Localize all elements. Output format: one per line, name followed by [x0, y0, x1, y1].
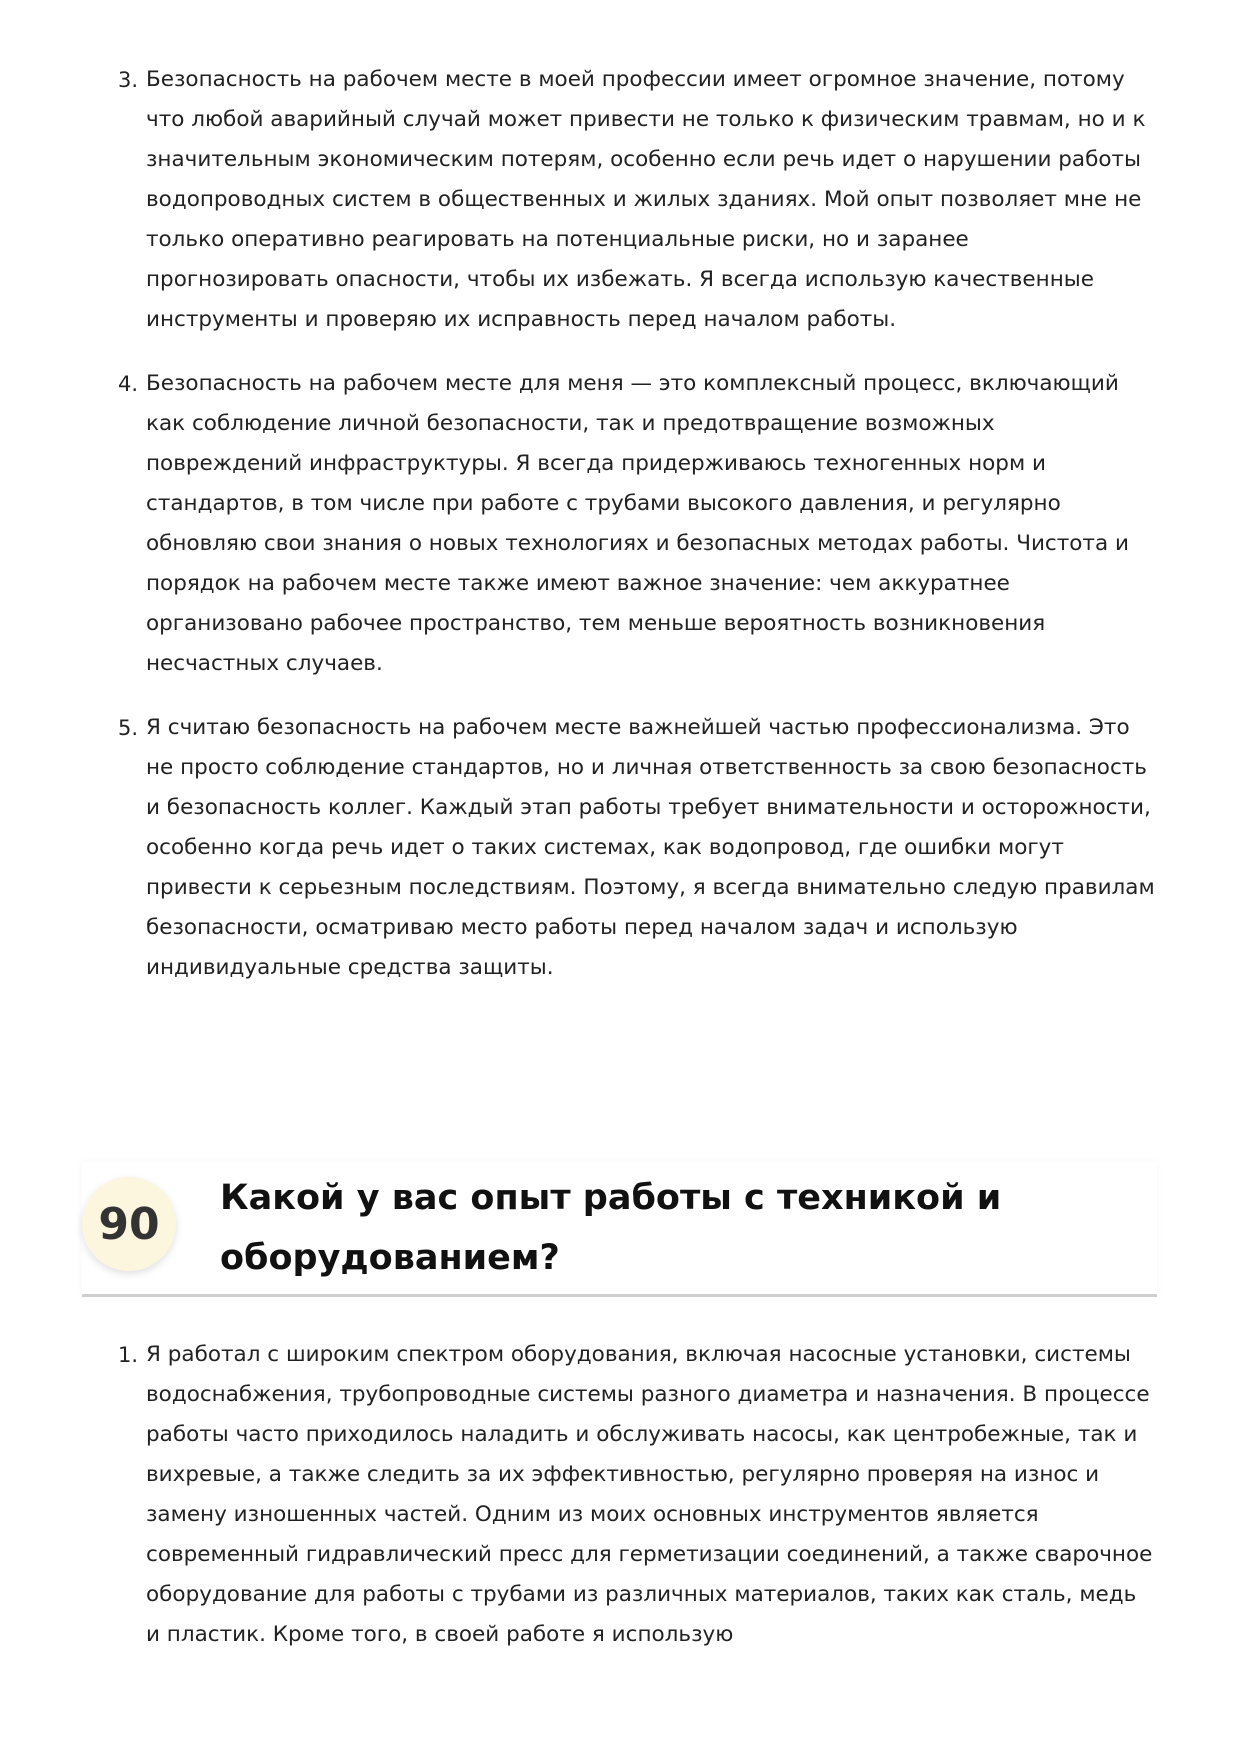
list-item-text: Я считаю безопасность на рабочем месте важнейшей частью профессионализма. Это не просто соблюдение стандартов, но и личная ответственность за свою безопасность и безопасность коллег. Каждый этап работы требует внимательности и осторожности, особенно когда речь идет о таких системах, как водопровод, где ошибки могут привести к серьезным последствиям. Поэтому, я всегда внимательно следую правилам безопасности, осматриваю место работы перед началом задач и использую индивидуальные средства защиты.	[146, 715, 1155, 980]
list-item-text: Безопасность на рабочем месте в моей профессии имеет огромное значение, потому что любой аварийный случай может привести не только к физическим травмам, но и к значительным экономическим потерям, особенно если речь идет о нарушении работы водопроводных систем в общественных и жилых зданиях. Мой опыт позволяет мне не только оперативно реагировать на потенциальные риски, но и заранее прогнозировать опасности, чтобы их избежать. Я всегда использую качественные инструменты и проверяю их исправность перед началом работы.	[146, 67, 1146, 332]
list-item	[0, 1335, 1239, 1655]
current-answers-list	[0, 1335, 1239, 1655]
list-item-text: Я работал с широким спектром оборудования, включая насосные установки, системы водоснабжения, трубопроводные системы разного диаметра и назначения. В процессе работы часто приходилось наладить и обслуживать насосы, как центробежные, так и вихревые, а также следить за их эффективностью, регулярно проверяя на износ и замену изношенных частей. Одним из моих основных инструментов является современный гидравлический пресс для герметизации соединений, а также сварочное оборудование для работы с трубами из различных материалов, таких как сталь, медь и пластик. Кроме того, в своей работе я использую	[146, 1342, 1153, 1647]
previous-answers-list	[0, 60, 1239, 988]
list-item	[0, 364, 1239, 684]
list-item-number: 5.	[118, 716, 139, 740]
list-item-number: 1.	[118, 1343, 139, 1367]
question-divider	[82, 1294, 1157, 1297]
list-item-number: 3.	[118, 68, 139, 92]
list-item-number: 4.	[118, 372, 139, 396]
list-item	[0, 60, 1239, 340]
question-number-badge: 90	[82, 1177, 176, 1271]
list-item-text: Безопасность на рабочем месте для меня — это комплексный процесс, включающий как соблюдение личной безопасности, так и предотвращение возможных повреждений инфраструктуры. Я всегда придерживаюсь техногенных норм и стандартов, в том числе при работе с трубами высокого давления, и регулярно обновляю свои знания о новых технологиях и безопасных методах работы. Чистота и порядок на рабочем месте также имеют важное значение: чем аккуратнее организовано рабочее пространство, тем меньше вероятность возникновения несчастных случаев.	[146, 371, 1129, 676]
question-title: Какой у вас опыт работы с техникой и оборудованием?	[220, 1178, 1002, 1278]
list-item	[0, 708, 1239, 988]
